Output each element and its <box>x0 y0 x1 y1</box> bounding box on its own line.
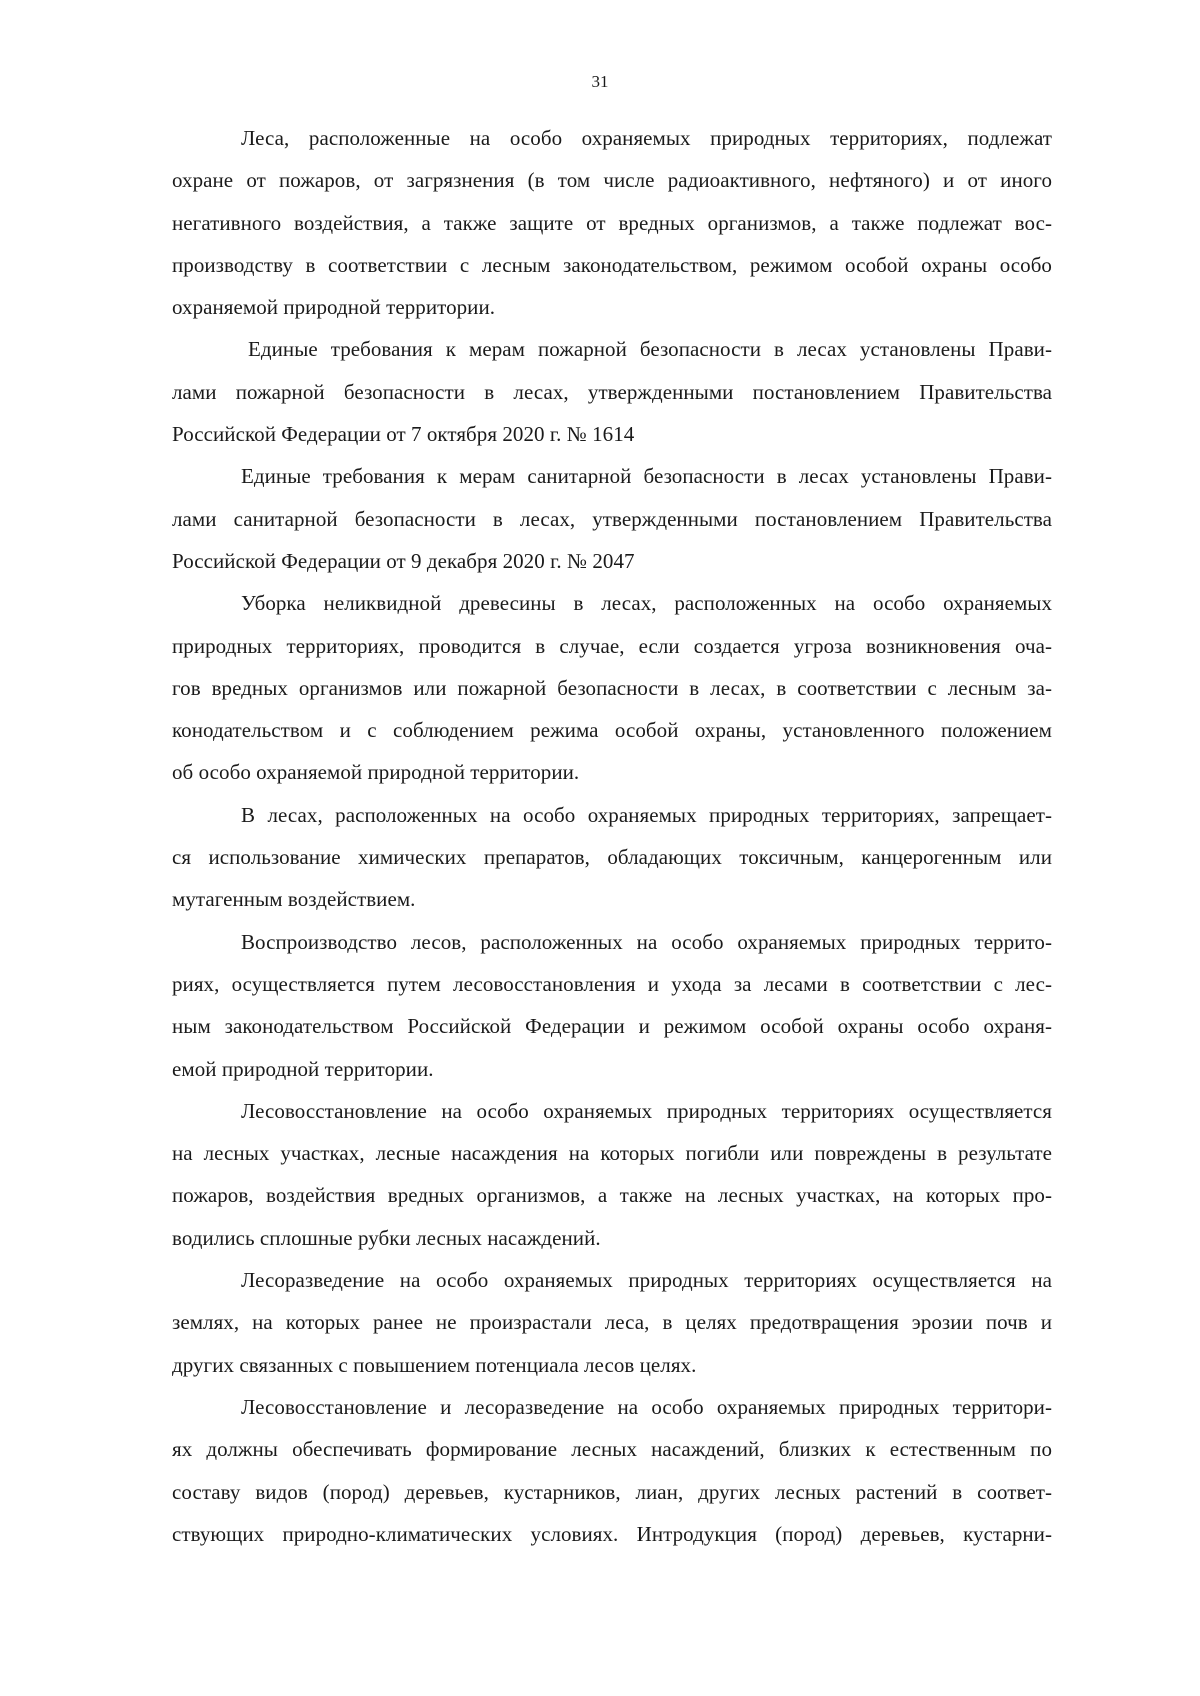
document-body <box>172 117 1052 1555</box>
paragraph <box>172 921 1052 1090</box>
text-line: Лесовосстановление и лесоразведение на особо охраняемых природных территори- <box>241 1394 1052 1419</box>
text-line: гов вредных организмов или пожарной безопасности в лесах, в соответствии с лесным за- <box>172 675 1052 700</box>
text-line: риях, осуществляется путем лесовосстановления и ухода за лесами в соответствии с лес- <box>172 971 1052 996</box>
text-line: производству в соответствии с лесным законодательством, режимом особой охраны особо <box>172 252 1052 277</box>
text-line: землях, на которых ранее не произрастали леса, в целях предотвращения эрозии почв и <box>172 1310 1052 1335</box>
text-line: конодательством и с соблюдением режима особой охраны, установленного положением <box>172 718 1052 743</box>
paragraph <box>172 117 1052 328</box>
text-line: Единые требования к мерам пожарной безопасности в лесах установлены Прави- <box>248 337 1052 362</box>
text-line: Уборка неликвидной древесины в лесах, расположенных на особо охраняемых <box>241 591 1052 616</box>
text-line: лами пожарной безопасности в лесах, утвержденными постановлением Правительства <box>172 379 1052 404</box>
text-line: охране от пожаров, от загрязнения (в том числе радиоактивного, нефтяного) и от иного <box>172 168 1052 193</box>
text-line: на лесных участках, лесные насаждения на которых погибли или повреждены в результате <box>172 1141 1052 1166</box>
text-line: Российской Федерации от 9 декабря 2020 г. № 2047 <box>172 548 635 573</box>
text-line: пожаров, воздействия вредных организмов, а также на лесных участках, на которых про- <box>172 1183 1052 1208</box>
text-line: природных территориях, проводится в случае, если создается угроза возникновения оча- <box>172 633 1052 658</box>
text-line: Российской Федерации от 7 октября 2020 г. № 1614 <box>172 422 635 447</box>
text-line: В лесах, расположенных на особо охраняемых природных территориях, запрещает- <box>241 802 1052 827</box>
paragraph <box>172 455 1052 582</box>
page-number: 31 <box>591 72 609 91</box>
paragraph <box>172 1259 1052 1386</box>
paragraph <box>172 794 1052 921</box>
paragraph <box>172 328 1052 455</box>
text-line: других связанных с повышением потенциала лесов целях. <box>172 1352 697 1377</box>
text-line: ся использование химических препаратов, обладающих токсичным, канцерогенным или <box>172 845 1052 870</box>
text-line: лами санитарной безопасности в лесах, утвержденными постановлением Правительства <box>172 506 1052 531</box>
text-line: мутагенным воздействием. <box>172 887 416 912</box>
text-line: ствующих природно-климатических условиях. Интродукция (пород) деревьев, кустарни- <box>172 1521 1052 1546</box>
paragraph <box>172 1386 1052 1555</box>
text-line: Леса, расположенные на особо охраняемых природных территориях, подлежат <box>241 126 1052 150</box>
text-line: Лесоразведение на особо охраняемых природных территориях осуществляется на <box>241 1268 1052 1293</box>
text-line: охраняемой природной территории. <box>172 295 496 320</box>
text-line: негативного воздействия, а также защите от вредных организмов, а также подлежат вос- <box>172 210 1052 235</box>
text-line: составу видов (пород) деревьев, кустарников, лиан, других лесных растений в соответ- <box>172 1479 1052 1504</box>
text-line: об особо охраняемой природной территории. <box>172 760 580 785</box>
text-line: водились сплошные рубки лесных насаждений. <box>172 1225 601 1250</box>
text-line: емой природной территории. <box>172 1056 434 1081</box>
text-line: ным законодательством Российской Федерации и режимом особой охраны особо охраня- <box>172 1014 1052 1039</box>
text-line: Единые требования к мерам санитарной безопасности в лесах установлены Прави- <box>241 464 1052 489</box>
paragraph <box>172 582 1052 793</box>
text-line: Лесовосстановление на особо охраняемых природных территориях осуществляется <box>241 1098 1052 1123</box>
paragraph <box>172 1090 1052 1259</box>
text-line: ях должны обеспечивать формирование лесных насаждений, близких к естественным по <box>172 1437 1052 1462</box>
text-line: Воспроизводство лесов, расположенных на особо охраняемых природных террито- <box>241 929 1052 954</box>
